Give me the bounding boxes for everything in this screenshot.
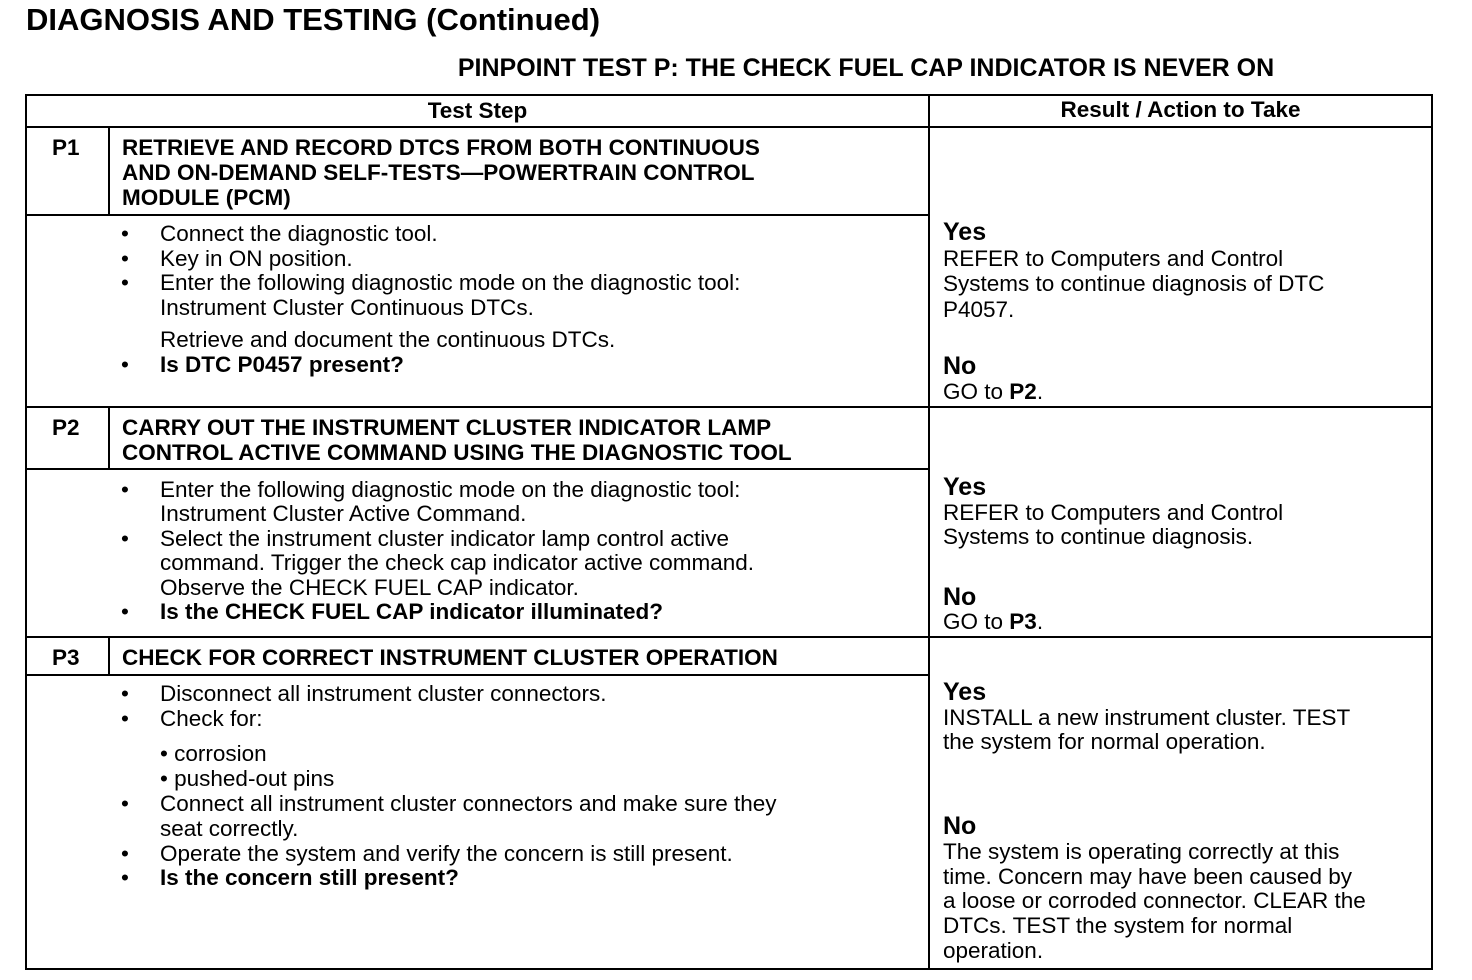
p1-no-text: GO to P2. <box>943 379 1044 404</box>
p2-bullet-2-cont1: command. Trigger the check cap indicator active command. <box>160 550 755 575</box>
p1-no-label: No <box>943 352 977 380</box>
p2-yes-line1: REFER to Computers and Control <box>943 500 1284 525</box>
header-row-divider <box>25 126 1433 128</box>
step-id-p2: P2 <box>52 415 80 440</box>
p3-bullet-1: Disconnect all instrument cluster connectors. <box>160 681 607 706</box>
table-border-right <box>1431 94 1433 970</box>
p3-title-divider-h <box>25 674 930 676</box>
p2-bullet-1: Enter the following diagnostic mode on the diagnostic tool: <box>160 477 741 502</box>
p1-no-target: P2 <box>1009 379 1037 404</box>
p2-title-divider-h <box>25 468 930 470</box>
p1-bullet-1: Connect the diagnostic tool. <box>160 221 438 246</box>
p1-question: Is DTC P0457 present? <box>160 352 404 377</box>
p3-yes-line2: the system for normal operation. <box>943 729 1266 754</box>
p1-yes-line2: Systems to continue diagnosis of DTC <box>943 271 1325 296</box>
column-header-test-step: Test Step <box>427 98 528 123</box>
p2-bullet-1-cont: Instrument Cluster Active Command. <box>160 501 527 526</box>
p3-yes-line1: INSTALL a new instrument cluster. TEST <box>943 705 1351 730</box>
p3-bullet-4: Operate the system and verify the concern is still present. <box>160 841 733 866</box>
column-divider <box>928 94 930 970</box>
p2-no-text: GO to P3. <box>943 609 1044 634</box>
bullet-glyph: • <box>121 865 129 890</box>
step-title-p3: CHECK FOR CORRECT INSTRUMENT CLUSTER OPERATION <box>122 645 778 670</box>
p2-yes-line2: Systems to continue diagnosis. <box>943 524 1254 549</box>
p1-yes-line1: REFER to Computers and Control <box>943 246 1284 271</box>
step-title-p2-line2: CONTROL ACTIVE COMMAND USING THE DIAGNOSTIC TOOL <box>122 440 792 465</box>
p3-subitem-corrosion: • corrosion <box>160 741 267 766</box>
column-header-result: Result / Action to Take <box>1060 97 1301 122</box>
p2-bullet-2-cont2: Observe the CHECK FUEL CAP indicator. <box>160 575 579 600</box>
p1-bullet-2: Key in ON position. <box>160 246 353 271</box>
p2-no-target: P3 <box>1009 609 1037 634</box>
p1-yes-label: Yes <box>943 218 987 246</box>
bullet-glyph: • <box>121 791 129 816</box>
page-header: DIAGNOSIS AND TESTING (Continued) <box>26 2 601 37</box>
bullet-glyph: • <box>121 681 129 706</box>
table-border-bottom <box>25 968 1433 970</box>
p1-bullet-3: Enter the following diagnostic mode on the diagnostic tool: <box>160 270 741 295</box>
p3-question: Is the concern still present? <box>160 865 459 890</box>
bullet-glyph: • <box>121 352 129 377</box>
pinpoint-test-title: PINPOINT TEST P: THE CHECK FUEL CAP INDICATOR IS NEVER ON <box>457 54 1275 82</box>
step-title-p1-line3: MODULE (PCM) <box>122 185 291 210</box>
p1-bullet-3-cont: Instrument Cluster Continuous DTCs. <box>160 295 534 320</box>
bullet-glyph: • <box>121 246 129 271</box>
step-id-p1: P1 <box>52 135 80 160</box>
p2-bullet-2: Select the instrument cluster indicator lamp control active <box>160 526 730 551</box>
p3-no-label: No <box>943 812 977 840</box>
bullet-glyph: • <box>121 599 129 624</box>
bullet-glyph: • <box>121 270 129 295</box>
table-border-left <box>25 94 27 970</box>
row-divider-p2-p3 <box>25 636 1433 638</box>
p3-bullet-3-cont: seat correctly. <box>160 816 299 841</box>
bullet-glyph: • <box>121 526 129 551</box>
p1-yes-line3: P4057. <box>943 297 1015 322</box>
p3-no-line1: The system is operating correctly at this <box>943 839 1340 864</box>
p3-bullet-2: Check for: <box>160 706 263 731</box>
bullet-glyph: • <box>121 841 129 866</box>
step-title-p2-line1: CARRY OUT THE INSTRUMENT CLUSTER INDICATOR LAMP <box>122 415 772 440</box>
p3-title-divider-v <box>108 636 110 676</box>
bullet-glyph: • <box>121 221 129 246</box>
bullet-glyph: • <box>121 477 129 502</box>
p3-no-line3: a loose or corroded connector. CLEAR the <box>943 888 1366 913</box>
p1-title-divider-h <box>25 214 930 216</box>
bullet-glyph: • <box>121 706 129 731</box>
p3-no-line4: DTCs. TEST the system for normal <box>943 913 1293 938</box>
step-title-p1-line2: AND ON-DEMAND SELF-TESTS—POWERTRAIN CONTROL <box>122 160 755 185</box>
row-divider-p1-p2 <box>25 406 1433 408</box>
p2-no-label: No <box>943 583 977 611</box>
p3-subitem-pins: • pushed-out pins <box>160 766 335 791</box>
p1-title-divider-v <box>108 126 110 216</box>
p1-retrieve-text: Retrieve and document the continuous DTCs. <box>160 327 616 352</box>
p3-bullet-3: Connect all instrument cluster connectors and make sure they <box>160 791 777 816</box>
p2-question: Is the CHECK FUEL CAP indicator illuminated? <box>160 599 663 624</box>
p2-yes-label: Yes <box>943 473 987 501</box>
p3-no-line5: operation. <box>943 938 1044 963</box>
p3-no-line2: time. Concern may have been caused by <box>943 864 1352 889</box>
p2-title-divider-v <box>108 406 110 470</box>
p3-yes-label: Yes <box>943 678 987 706</box>
step-id-p3: P3 <box>52 645 80 670</box>
step-title-p1-line1: RETRIEVE AND RECORD DTCS FROM BOTH CONTINUOUS <box>122 135 760 160</box>
